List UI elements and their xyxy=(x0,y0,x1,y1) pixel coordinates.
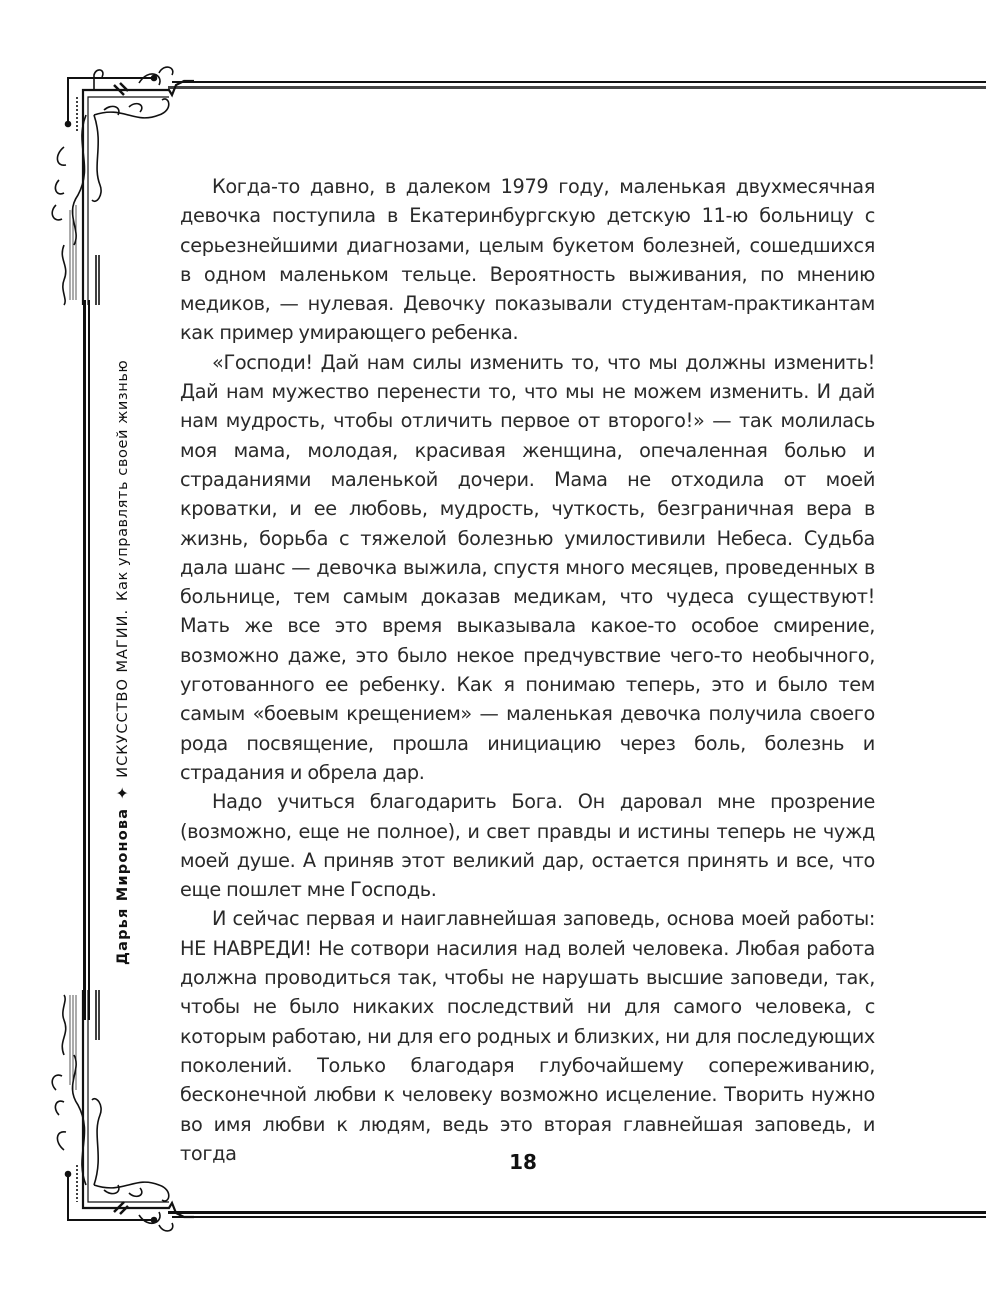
body-text xyxy=(180,172,875,1168)
frame-left-rule-thin xyxy=(88,300,90,1020)
ornament-corner-top-left-icon xyxy=(34,55,194,315)
page-number: 18 xyxy=(509,1150,537,1174)
book-title: ИСКУССТВО МАГИИ. xyxy=(114,608,131,778)
ornament-star-icon: ✦ xyxy=(113,785,132,800)
book-subtitle: Как управлять своей жизнью xyxy=(114,359,131,601)
paragraph: «Господи! Дай нам силы изменить то, что мы должны изменить! Дай нам мужество перенести то, что мы не можем изменить. И дай нам мудрость, чтобы отличить первое от второго!» — так молилась моя мама, молодая, красивая женщина, опечаленная болью и страданиями маленькой дочери. Мама не отходила от моей кроватки, и ее любовь, мудрость, чуткость, безграничная вера в жизнь, борьба с тяжелой болезнью умилостивили Небеса. Судьба дала шанс — девочка выжила, спустя много месяцев, проведенных в больнице, тем самым доказав медикам, что чудеса существуют! Мать же все это время выказывала какое-то особое смирение, возможно даже, это было некое предчувствие чего-то необычного, уготованного ее ребенку. Как я понимаю теперь, это и было тем самым «боевым крещением» — маленькая девочка получила своего рода посвящение, прошла инициацию через боль, болезнь и страдания и обрела дар. xyxy=(180,350,875,784)
running-header xyxy=(113,360,132,965)
frame-left-rule-thick xyxy=(83,300,86,1020)
frame-top-rule-thin xyxy=(172,81,986,83)
frame-top-rule-thick xyxy=(168,86,986,89)
paragraph: И сейчас первая и наиглавнейшая заповедь, основа моей работы: НЕ НАВРЕДИ! Не сотвори насилия над волей человека. Любая работа должна проводиться так, чтобы не нарушать высшие заповеди, так, чтобы не было никаких последствий ни для самого человека, с которым работаю, ни для его родных и близких, ни для последующих поколений. Только благодаря глубочайшему сопереживанию, бесконечной любви к человеку возможно исцеление. Творить нужно во имя любви к людям, ведь это вторая главнейшая заповедь, и тогда xyxy=(180,907,875,1165)
frame-bottom-rule-thin xyxy=(172,1216,986,1218)
frame-bottom-rule-thick xyxy=(168,1211,986,1214)
paragraph: Когда-то давно, в далеком 1979 году, маленькая двухмесячная девочка поступила в Екатеринбургскую детскую 11-ю больницу с серьезнейшими диагнозами, целым букетом болезней, сошедшихся в одном маленьком тельце. Вероятность выживания, по мнению медиков, — нулевая. Девочку показывали студентам-практикантам как пример умирающего ребенка. xyxy=(180,175,875,345)
ornament-corner-bottom-left-icon xyxy=(34,990,194,1240)
paragraph: Надо учиться благодарить Бога. Он даровал мне прозрение (возможно, еще не полное), и свет правды и истины теперь не чужд моей душе. А приняв этот великий дар, остается принять и все, что еще пошлет мне Господь. xyxy=(180,790,875,902)
author-name: Дарья Миронова xyxy=(114,807,131,965)
